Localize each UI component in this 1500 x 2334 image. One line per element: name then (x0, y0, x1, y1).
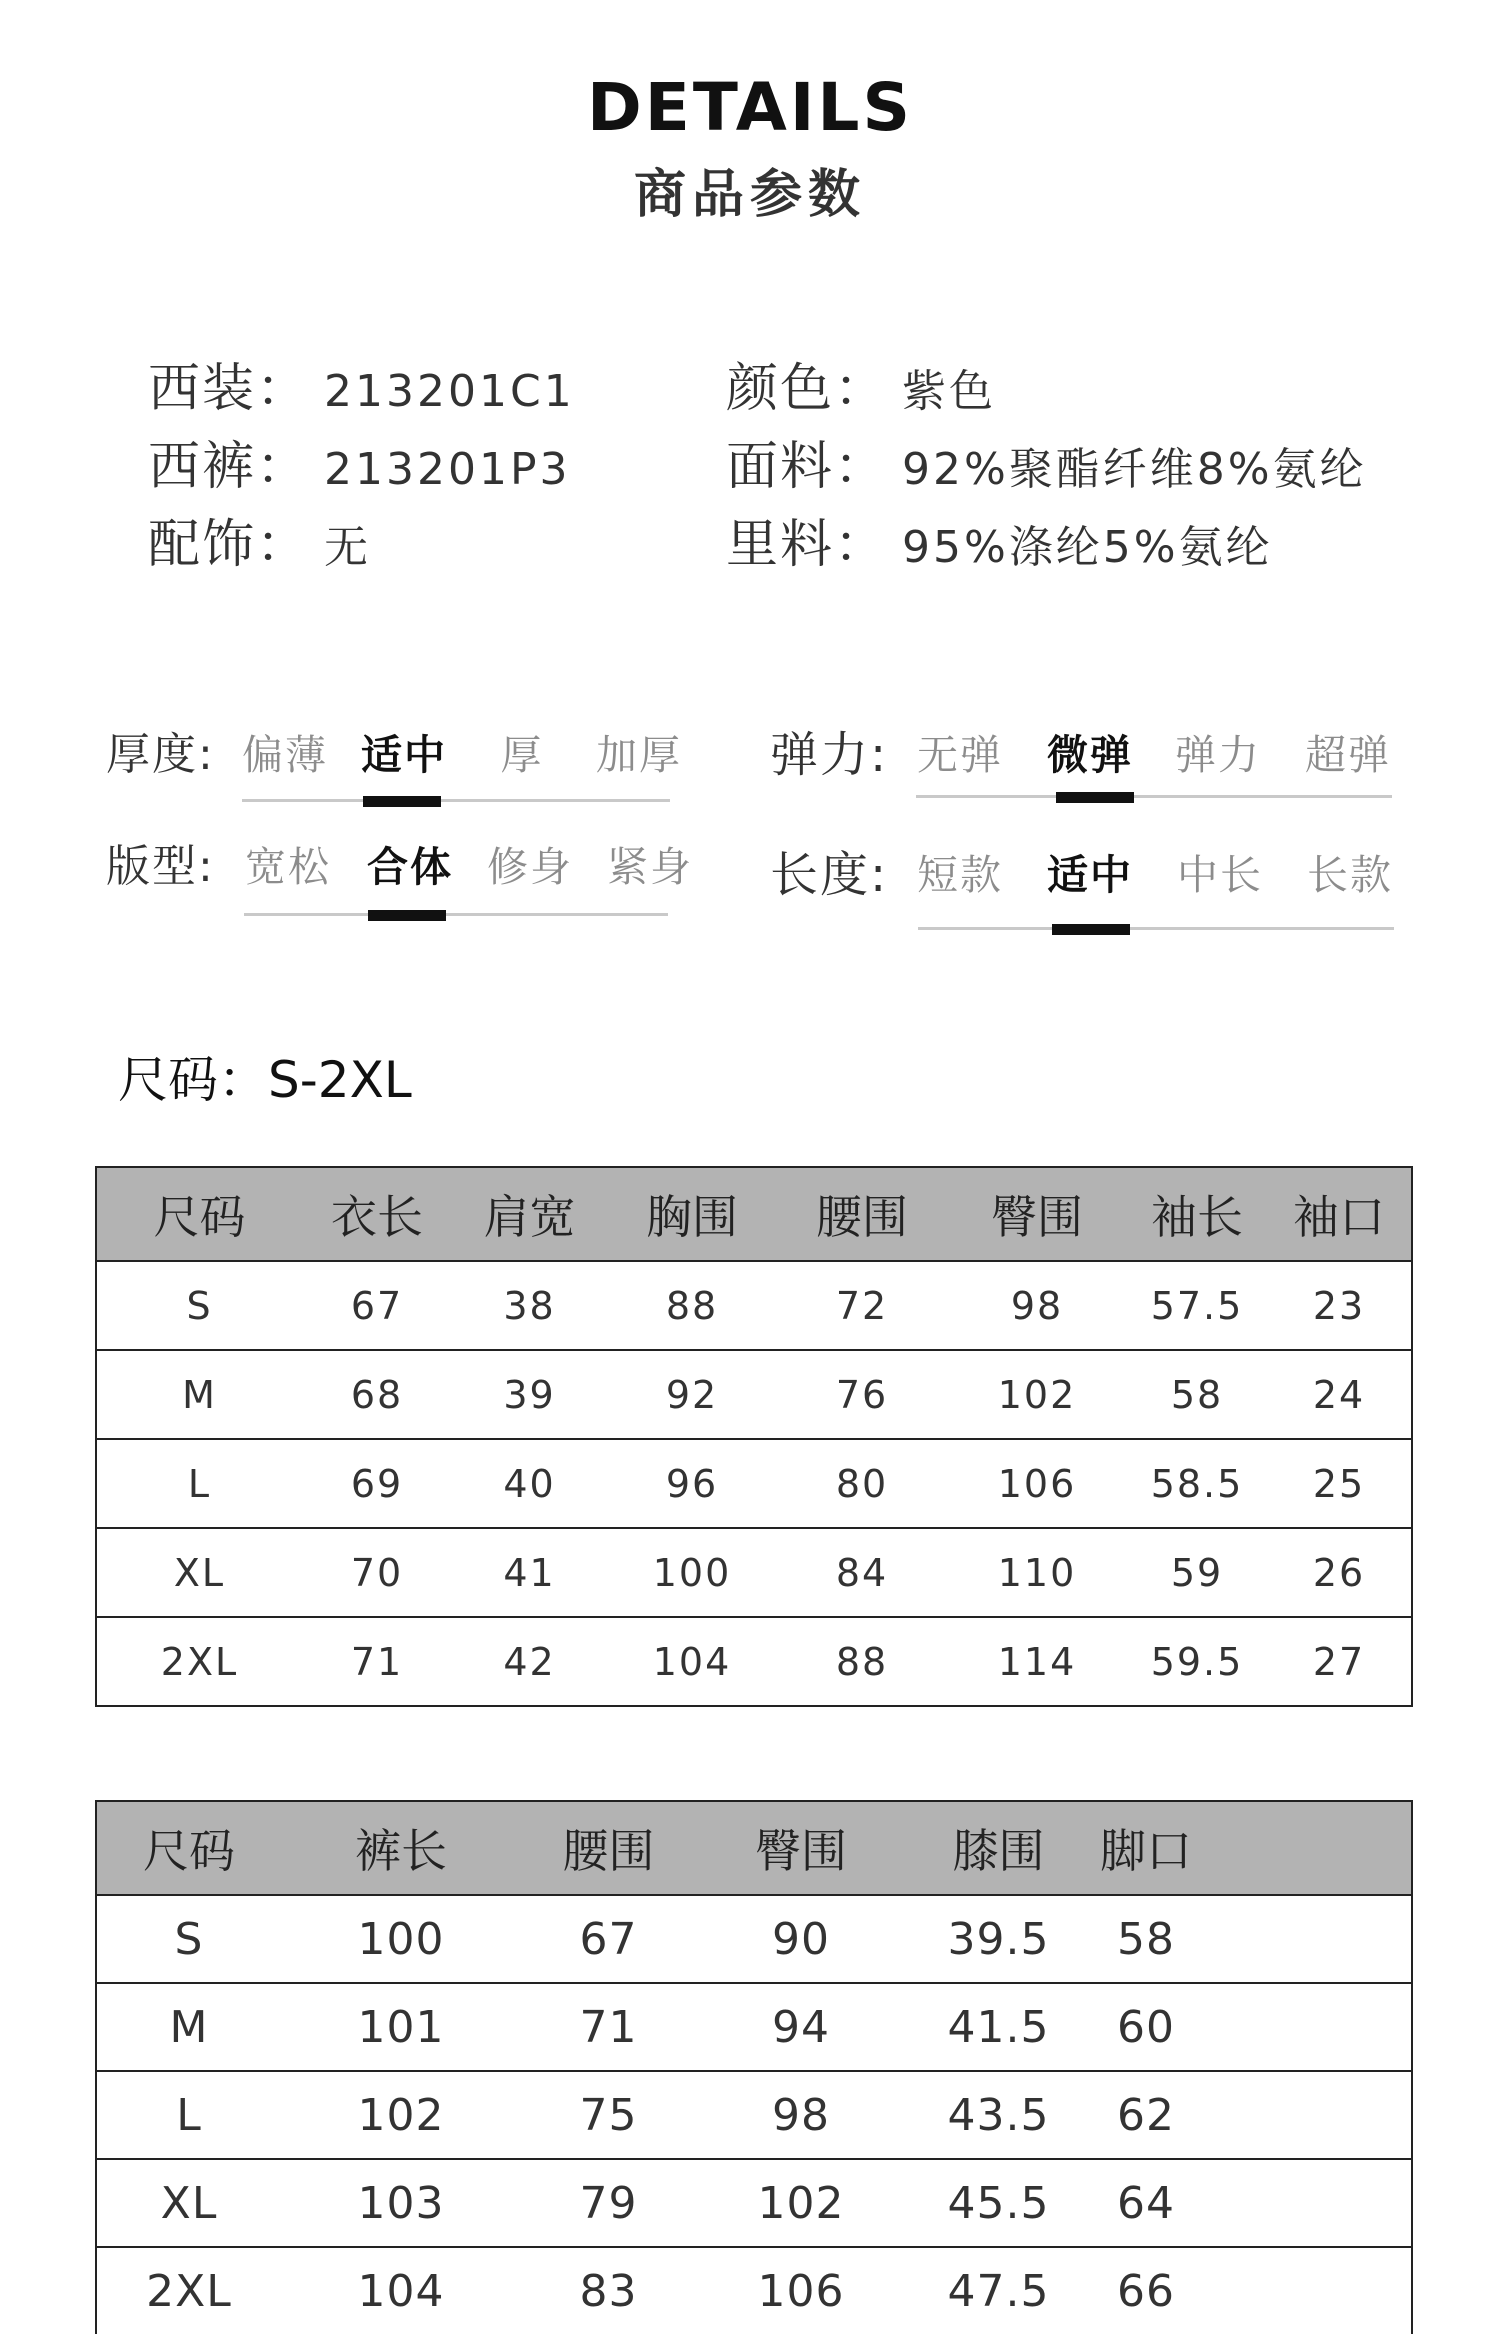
scale-track (918, 927, 1394, 930)
table-row (96, 2247, 1412, 2334)
scale-length (770, 840, 1400, 950)
table-cell: 92 (607, 1350, 777, 1439)
table-cell: 24 (1267, 1350, 1412, 1439)
table-cell: 84 (777, 1528, 947, 1617)
spec-value: 紫色 (902, 366, 997, 417)
scale-option: 宽松 (245, 843, 331, 891)
scale-option: 偏薄 (242, 731, 328, 779)
table-cell (1201, 1895, 1412, 1983)
table-row (96, 1983, 1412, 2071)
column-header: 衣长 (302, 1167, 452, 1261)
spec-label: 配饰： (148, 515, 311, 575)
column-header: 裤长 (281, 1801, 521, 1895)
table-header-row (96, 1167, 1412, 1261)
table-cell: 38 (452, 1261, 607, 1350)
table-cell: 72 (777, 1261, 947, 1350)
column-header: 臀围 (947, 1167, 1127, 1261)
table-cell: 39 (452, 1350, 607, 1439)
table-row (96, 2071, 1412, 2159)
column-header: 肩宽 (452, 1167, 607, 1261)
table-cell: 70 (302, 1528, 452, 1617)
table-cell: 100 (607, 1528, 777, 1617)
scale-selected-marker (1056, 792, 1134, 803)
spec-value: 213201P3 (324, 444, 571, 495)
table-cell: 59 (1127, 1528, 1267, 1617)
scale-fit (106, 832, 693, 942)
table-cell: 40 (452, 1439, 607, 1528)
table-cell: S (96, 1895, 281, 1983)
scale-option: 短款 (917, 851, 1003, 899)
scale-selected-marker (363, 796, 441, 807)
column-header: 尺码 (96, 1801, 281, 1895)
column-header: 脚口 (1091, 1801, 1201, 1895)
table-cell: 106 (696, 2247, 906, 2334)
table-cell: XL (96, 1528, 302, 1617)
spec-row-fabric (726, 428, 1367, 506)
scale-option: 紧身 (607, 843, 693, 891)
table-cell: 69 (302, 1439, 452, 1528)
table-cell: 58.5 (1127, 1439, 1267, 1528)
scale-selected-marker (1052, 924, 1130, 935)
column-header (1201, 1801, 1412, 1895)
scale-option: 超弹 (1305, 731, 1391, 779)
spec-row-color (726, 350, 1367, 428)
table-cell: 23 (1267, 1261, 1412, 1350)
table-cell: 96 (607, 1439, 777, 1528)
spec-list-left (148, 350, 575, 584)
scale-option: 修身 (487, 843, 573, 891)
spec-label: 西裤： (148, 437, 311, 497)
size-range: 尺码：S-2XL (118, 1051, 412, 1109)
table-cell: 88 (777, 1617, 947, 1706)
table-cell: L (96, 2071, 281, 2159)
table-row (96, 1261, 1412, 1350)
table-cell: 80 (777, 1439, 947, 1528)
table-cell: 83 (521, 2247, 696, 2334)
page-title-cn: 商品参数 (633, 165, 866, 225)
table-cell: 100 (281, 1895, 521, 1983)
table-cell: 90 (696, 1895, 906, 1983)
table-cell: 39.5 (906, 1895, 1091, 1983)
column-header: 膝围 (906, 1801, 1091, 1895)
spec-row-jacket (148, 350, 575, 428)
spec-value: 213201C1 (324, 366, 575, 417)
column-header: 腰围 (521, 1801, 696, 1895)
table-cell: 104 (607, 1617, 777, 1706)
table-cell (1201, 1983, 1412, 2071)
table-cell: 94 (696, 1983, 906, 2071)
table-cell: 60 (1091, 1983, 1201, 2071)
scale-option: 长款 (1307, 851, 1393, 899)
table-row (96, 2159, 1412, 2247)
table-cell: XL (96, 2159, 281, 2247)
scale-label: 长度: (770, 847, 889, 903)
scale-option: 中长 (1177, 851, 1263, 899)
scale-option: 厚 (500, 731, 544, 779)
table-cell: 41.5 (906, 1983, 1091, 2071)
table-cell: 103 (281, 2159, 521, 2247)
scale-option-selected: 适中 (1047, 851, 1133, 899)
table-row (96, 1617, 1412, 1706)
table-cell (1201, 2071, 1412, 2159)
table-cell: 27 (1267, 1617, 1412, 1706)
table-cell: 58 (1127, 1350, 1267, 1439)
spec-row-accessory (148, 506, 575, 584)
scale-label: 弹力: (770, 727, 889, 783)
scale-elasticity (770, 720, 1400, 830)
scale-option-selected: 微弹 (1047, 731, 1133, 779)
table-cell: 26 (1267, 1528, 1412, 1617)
table-cell: 62 (1091, 2071, 1201, 2159)
table-cell: 45.5 (906, 2159, 1091, 2247)
spec-label: 西装： (148, 359, 311, 419)
table-header-row (96, 1801, 1412, 1895)
scale-track (244, 913, 668, 916)
table-row (96, 1528, 1412, 1617)
table-cell: 98 (947, 1261, 1127, 1350)
table-cell: 41 (452, 1528, 607, 1617)
spec-value: 无 (324, 522, 372, 573)
spec-row-pants (148, 428, 575, 506)
scale-option: 弹力 (1175, 731, 1261, 779)
table-cell: 42 (452, 1617, 607, 1706)
table-cell: 47.5 (906, 2247, 1091, 2334)
scale-label: 版型: (106, 841, 215, 892)
spec-label: 面料： (726, 437, 889, 497)
table-cell: 102 (281, 2071, 521, 2159)
table-cell: S (96, 1261, 302, 1350)
table-cell: 88 (607, 1261, 777, 1350)
pants-size-table (95, 1800, 1413, 2334)
column-header: 袖口 (1267, 1167, 1412, 1261)
table-cell: 71 (521, 1983, 696, 2071)
table-cell: 67 (302, 1261, 452, 1350)
scale-label: 厚度: (106, 729, 215, 780)
scale-thickness (106, 720, 686, 830)
table-cell: 2XL (96, 1617, 302, 1706)
scale-selected-marker (368, 910, 446, 921)
table-cell: 59.5 (1127, 1617, 1267, 1706)
table-cell: 110 (947, 1528, 1127, 1617)
column-header: 臀围 (696, 1801, 906, 1895)
column-header: 袖长 (1127, 1167, 1267, 1261)
table-cell: 25 (1267, 1439, 1412, 1528)
table-cell: 98 (696, 2071, 906, 2159)
table-row (96, 1439, 1412, 1528)
table-cell: M (96, 1983, 281, 2071)
table-cell: 79 (521, 2159, 696, 2247)
table-cell: 43.5 (906, 2071, 1091, 2159)
spec-value: 95%涤纶5%氨纶 (902, 522, 1273, 573)
table-cell: 104 (281, 2247, 521, 2334)
table-row (96, 1895, 1412, 1983)
scale-track (242, 799, 670, 802)
table-cell: 76 (777, 1350, 947, 1439)
table-row (96, 1350, 1412, 1439)
table-cell: M (96, 1350, 302, 1439)
page-title-en: DETAILS (587, 69, 913, 146)
table-cell: 68 (302, 1350, 452, 1439)
column-header: 胸围 (607, 1167, 777, 1261)
scale-option: 无弹 (917, 731, 1003, 779)
table-cell: 64 (1091, 2159, 1201, 2247)
table-cell: 102 (947, 1350, 1127, 1439)
table-cell: 67 (521, 1895, 696, 1983)
table-cell (1201, 2247, 1412, 2334)
spec-row-lining (726, 506, 1367, 584)
scale-option-selected: 合体 (367, 843, 453, 891)
spec-label: 里料： (726, 515, 889, 575)
table-cell: 75 (521, 2071, 696, 2159)
table-cell: 66 (1091, 2247, 1201, 2334)
table-cell (1201, 2159, 1412, 2247)
table-cell: L (96, 1439, 302, 1528)
scale-option: 加厚 (596, 731, 682, 779)
spec-label: 颜色： (726, 359, 889, 419)
table-cell: 106 (947, 1439, 1127, 1528)
table-cell: 101 (281, 1983, 521, 2071)
table-cell: 57.5 (1127, 1261, 1267, 1350)
spec-list-right (726, 350, 1367, 584)
scale-option-selected: 适中 (361, 731, 447, 779)
spec-value: 92%聚酯纤维8%氨纶 (902, 444, 1367, 495)
column-header: 腰围 (777, 1167, 947, 1261)
table-cell: 2XL (96, 2247, 281, 2334)
jacket-size-table (95, 1166, 1413, 1707)
table-cell: 102 (696, 2159, 906, 2247)
table-cell: 71 (302, 1617, 452, 1706)
table-cell: 114 (947, 1617, 1127, 1706)
column-header: 尺码 (96, 1167, 302, 1261)
scale-track (916, 795, 1392, 798)
table-cell: 58 (1091, 1895, 1201, 1983)
